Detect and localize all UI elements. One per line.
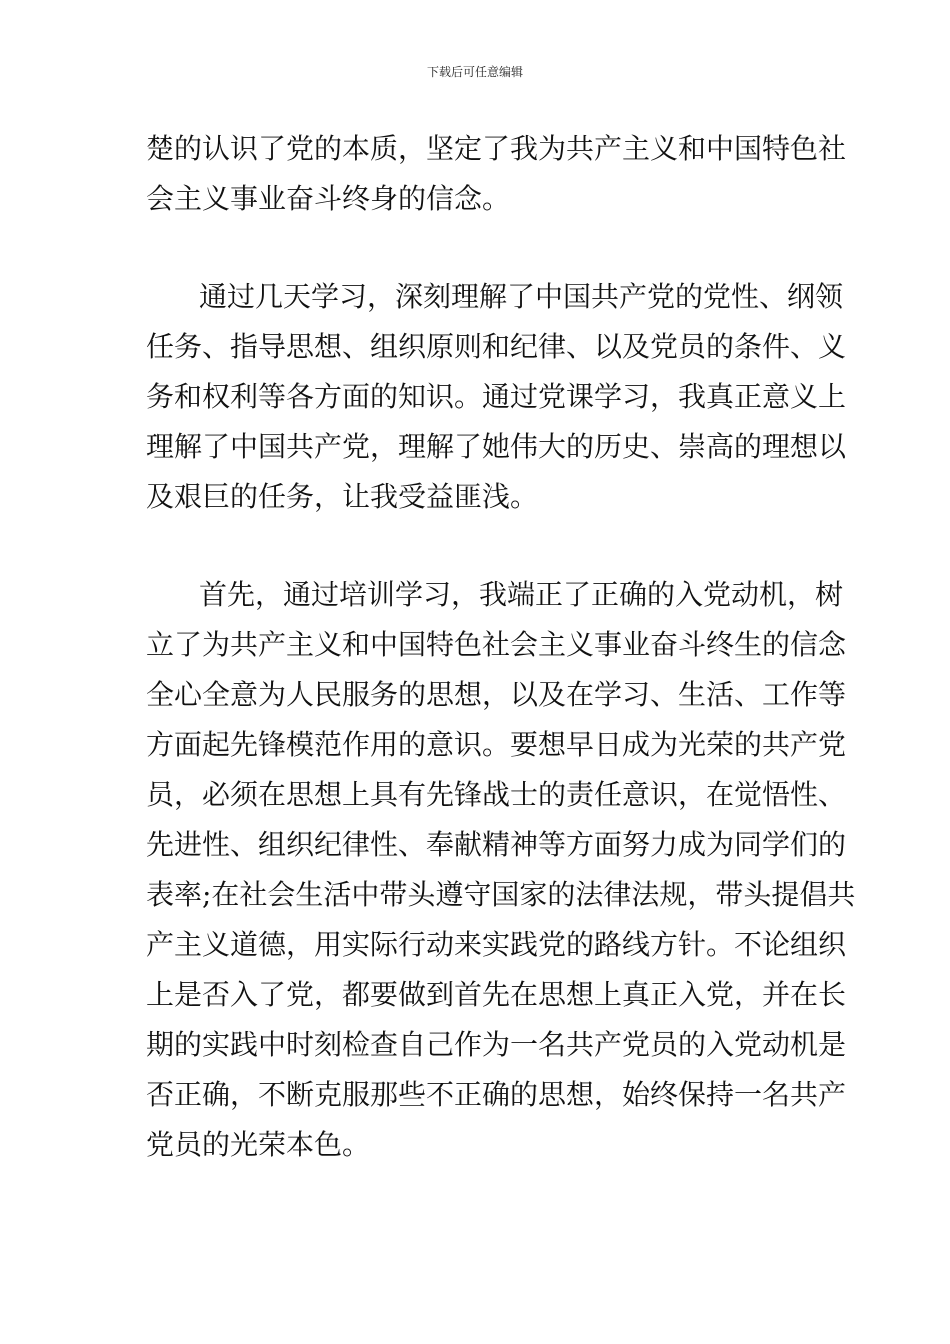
paragraph-line: 表率;在社会生活中带头遵守国家的法律法规，带头提倡共: [146, 878, 856, 911]
page-header: 下载后可任意编辑: [426, 65, 523, 79]
paragraph-line: 务和权利等各方面的知识。通过党课学习，我真正意义上: [146, 380, 847, 413]
paragraph-line: 员，必须在思想上具有先锋战士的责任意识，在觉悟性、: [146, 778, 847, 811]
paragraph-line: 理解了中国共产党，理解了她伟大的历史、崇高的理想以: [146, 430, 847, 463]
paragraph-line: 党员的光荣本色。: [146, 1128, 371, 1161]
paragraph-line: 通过几天学习，深刻理解了中国共产党的党性、纲领: [199, 280, 844, 313]
paragraph-line: 上是否入了党，都要做到首先在思想上真正入党，并在长: [146, 978, 847, 1011]
paragraph-line: 楚的认识了党的本质，坚定了我为共产主义和中国特色社: [146, 132, 847, 165]
paragraph-line: 首先，通过培训学习，我端正了正确的入党动机，树: [199, 578, 844, 611]
paragraph-line: 否正确，不断克服那些不正确的思想，始终保持一名共产: [146, 1078, 847, 1111]
paragraph-3: [146, 570, 855, 1170]
paragraph-1: [146, 124, 846, 224]
paragraph-line: 任务、指导思想、组织原则和纪律、以及党员的条件、义: [146, 330, 847, 363]
paragraph-line: 方面起先锋模范作用的意识。要想早日成为光荣的共产党: [146, 728, 847, 761]
paragraph-line: 全心全意为人民服务的思想，以及在学习、生活、工作等: [146, 678, 847, 711]
paragraph-line: 及艰巨的任务，让我受益匪浅。: [146, 480, 539, 513]
paragraph-line: 产主义道德，用实际行动来实践党的路线方针。不论组织: [146, 928, 847, 961]
paragraph-line: 立了为共产主义和中国特色社会主义事业奋斗终生的信念: [146, 628, 847, 661]
paragraph-line: 会主义事业奋斗终身的信念。: [146, 182, 511, 215]
paragraph-line: 先进性、组织纪律性、奉献精神等方面努力成为同学们的: [146, 828, 847, 861]
paragraph-2: [146, 272, 846, 522]
paragraph-line: 期的实践中时刻检查自己作为一名共产党员的入党动机是: [146, 1028, 847, 1061]
